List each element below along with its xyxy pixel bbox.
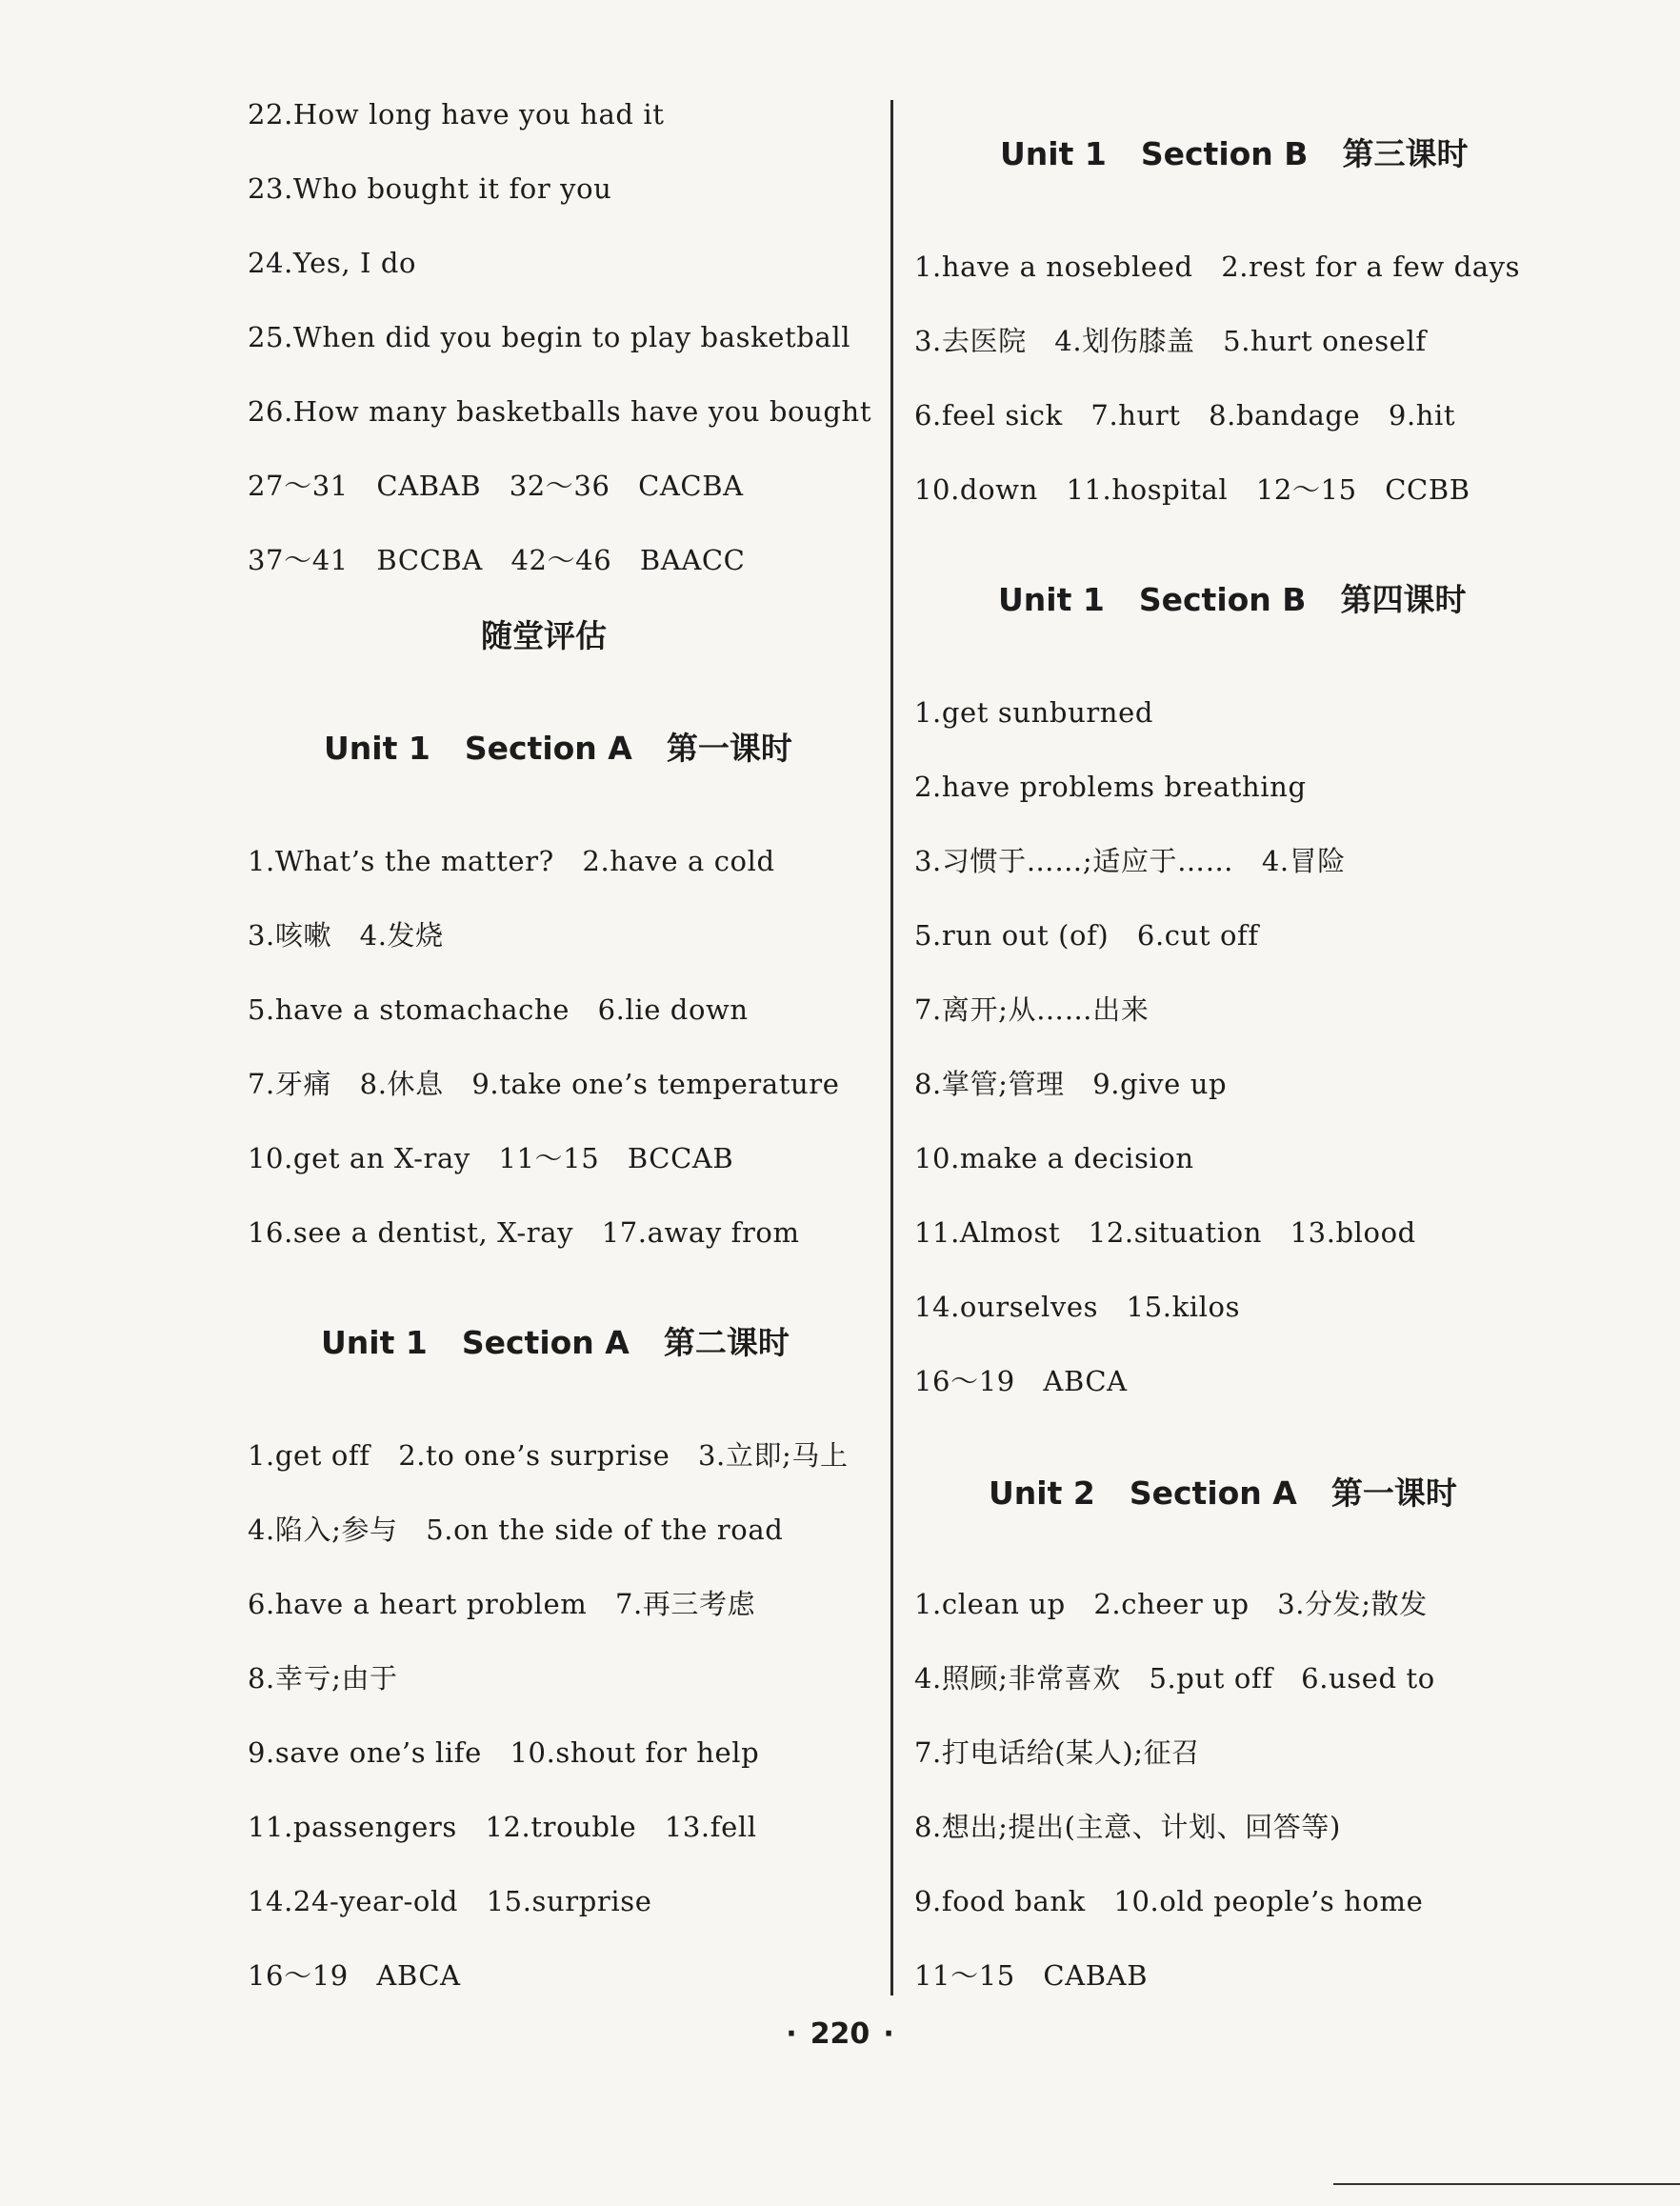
unit-heading (998, 581, 1466, 619)
answer-line: 25.When did you begin to play basketball (248, 321, 851, 353)
page-number-dot: · (883, 2017, 894, 2051)
unit-label: Unit 2 (989, 1474, 1095, 1512)
page-number-dot: · (786, 2017, 797, 2051)
answer-line: 11.passengers 12.trouble 13.fell (248, 1811, 757, 1843)
answer-line: 11～15 CABAB (914, 1959, 1149, 1992)
answer-line: 24.Yes, I do (248, 247, 417, 279)
answer-line: 5.have a stomachache 6.lie down (248, 993, 749, 1026)
answer-line: 14.ourselves 15.kilos (914, 1291, 1241, 1323)
answer-line: 9.save one’s life 10.shout for help (248, 1736, 760, 1769)
lesson-label: 第一课时 (1330, 1474, 1457, 1512)
bottom-rule (1333, 2183, 1680, 2185)
answer-line: 7.离开;从……出来 (914, 993, 1150, 1026)
answer-line: 5.run out (of) 6.cut off (914, 919, 1259, 952)
section-label: Section B (1140, 135, 1309, 172)
section-label: Section A (1129, 1474, 1297, 1512)
unit-label: Unit 1 (324, 730, 430, 767)
lesson-label: 第一课时 (666, 730, 792, 767)
answer-line: 16.see a dentist, X-ray 17.away from (248, 1216, 800, 1249)
answer-line: 27～31 CABAB 32～36 CACBA (248, 470, 744, 502)
answer-line: 7.牙痛 8.休息 9.take one’s temperature (248, 1068, 840, 1100)
unit-heading (989, 1474, 1457, 1513)
answer-line: 10.down 11.hospital 12～15 CCBB (914, 473, 1470, 506)
answer-line: 1.What’s the matter? 2.have a cold (248, 845, 775, 877)
answer-line: 23.Who bought it for you (248, 172, 612, 205)
answer-line: 3.习惯于……;适应于…… 4.冒险 (914, 845, 1346, 877)
answer-line: 26.How many basketballs have you bought (248, 395, 872, 428)
answer-line: 7.打电话给(某人);征召 (914, 1736, 1200, 1769)
answer-line: 16～19 ABCA (914, 1365, 1128, 1397)
section-label: Section B (1138, 581, 1307, 618)
lesson-label: 第三课时 (1342, 135, 1469, 172)
answer-line: 37～41 BCCBA 42～46 BAACC (248, 544, 746, 576)
column-divider (890, 100, 893, 1995)
answer-line: 16～19 ABCA (248, 1959, 461, 1992)
answer-line: 9.food bank 10.old people’s home (914, 1885, 1424, 1917)
page-number (0, 2017, 1680, 2051)
answer-line: 3.去医院 4.划伤膝盖 5.hurt oneself (914, 325, 1427, 357)
unit-heading (1000, 135, 1468, 173)
answer-line: 14.24-year-old 15.surprise (248, 1885, 652, 1917)
answer-line: 4.陷入;参与 5.on the side of the road (248, 1514, 784, 1546)
unit-label: Unit 1 (1000, 135, 1107, 172)
unit-heading (324, 730, 792, 768)
answer-line: 4.照顾;非常喜欢 5.put off 6.used to (914, 1662, 1435, 1695)
answer-line: 1.have a nosebleed 2.rest for a few days (914, 251, 1521, 283)
answer-line: 1.get sunburned (914, 696, 1154, 729)
answer-line: 2.have problems breathing (914, 771, 1307, 803)
answer-line: 6.have a heart problem 7.再三考虑 (248, 1588, 756, 1620)
lesson-label: 第四课时 (1340, 581, 1467, 618)
answer-line: 8.幸亏;由于 (248, 1662, 398, 1695)
answer-line: 22.How long have you had it (248, 98, 665, 130)
section-title: 随堂评估 (481, 617, 607, 654)
unit-label: Unit 1 (321, 1324, 428, 1361)
unit-label: Unit 1 (998, 581, 1105, 618)
answer-line: 1.get off 2.to one’s surprise 3.立即;马上 (248, 1439, 849, 1472)
answer-line: 10.make a decision (914, 1142, 1194, 1174)
answer-line: 8.掌管;管理 9.give up (914, 1068, 1228, 1100)
answer-line: 11.Almost 12.situation 13.blood (914, 1216, 1416, 1249)
answer-line: 10.get an X-ray 11～15 BCCAB (248, 1142, 734, 1174)
lesson-label: 第二课时 (663, 1324, 790, 1361)
answer-line: 6.feel sick 7.hurt 8.bandage 9.hit (914, 399, 1456, 431)
answer-line: 8.想出;提出(主意、计划、回答等) (914, 1811, 1341, 1843)
section-label: Section A (461, 1324, 630, 1361)
answer-line: 3.咳嗽 4.发烧 (248, 919, 444, 952)
section-label: Section A (464, 730, 632, 767)
unit-heading (321, 1324, 790, 1362)
answer-line: 1.clean up 2.cheer up 3.分发;散发 (914, 1588, 1428, 1620)
page-number-value: 220 (810, 2017, 870, 2051)
